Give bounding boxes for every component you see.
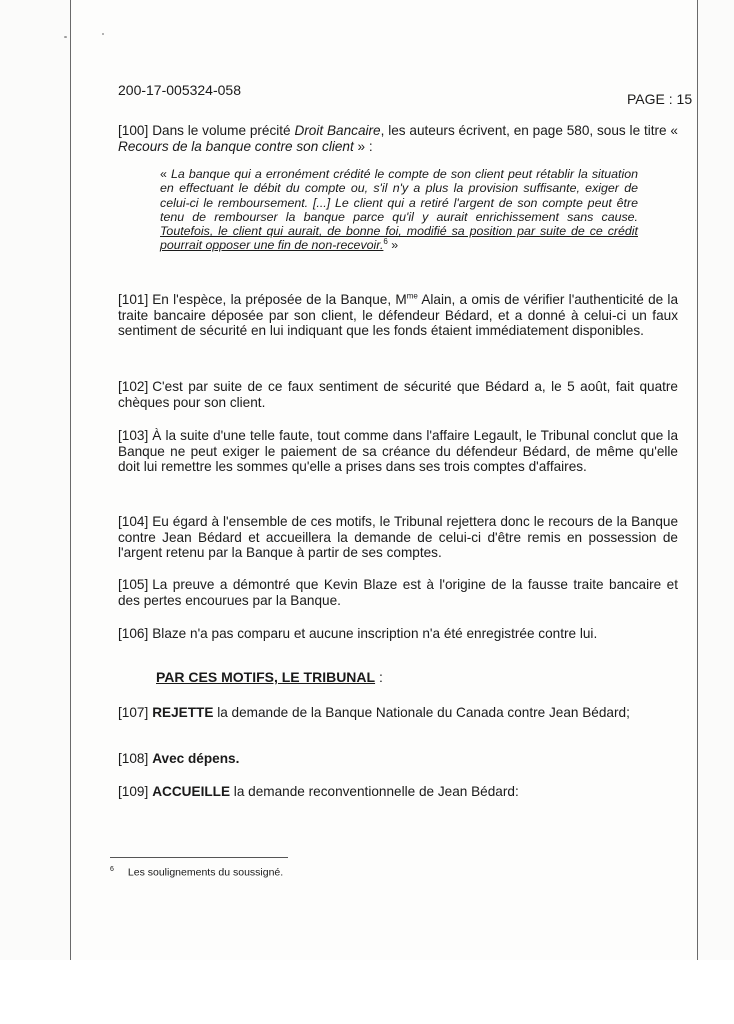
paragraph-102 [118, 379, 678, 410]
paragraph-text: En l'espèce, la préposée de la Banque, M [152, 292, 407, 307]
quote-text: La banque qui a erronément crédité le compte de son client peut rétablir la situation en effectuant le débit du compte ou, s'il n'y a plus la provision suffisante, exiger de celui-ci le remboursement. [...] Le client qui a retiré l'argent de son compte peut être tenu de rembourser la banque parce qu'il y aurait enrichissement sans cause. [160, 167, 638, 224]
quote-open: « [160, 167, 171, 181]
paragraph-text: » : [353, 138, 373, 154]
ruling-keyword: ACCUEILLE [152, 784, 231, 799]
paragraph-number: [101] [118, 292, 149, 307]
paragraph-text: la demande de la Banque Nationale du Canada contre Jean Bédard; [213, 705, 630, 720]
footnote-mark: 6 [110, 866, 114, 873]
document-number: 200-17-005324-058 [118, 82, 241, 98]
paragraph-number: [108] [118, 751, 149, 766]
paragraph-text: C'est par suite de ce faux sentiment de sécurité que Bédard a, le 5 août, fait quatre chèques pour son client. [118, 379, 678, 410]
footnote [110, 866, 283, 879]
section-title: Recours de la banque contre son client [118, 138, 354, 154]
section-heading [156, 669, 383, 685]
footnote-reference: 6 [383, 237, 388, 247]
paragraph-number: [104] [118, 514, 149, 529]
page-number: PAGE : 15 [627, 91, 693, 107]
book-title: Droit Bancaire [294, 123, 381, 138]
paragraph-109 [118, 784, 678, 800]
footnote-text: Les soulignements du soussigné. [127, 866, 284, 879]
paragraph-number: [102] [118, 379, 149, 394]
paragraph-number: [109] [118, 784, 149, 799]
paragraph-103 [118, 428, 678, 475]
footnote-divider [110, 857, 288, 858]
paragraph-number: [105] [118, 577, 149, 592]
ruling-keyword: Avec dépens. [152, 751, 240, 766]
paragraph-number: [100] [118, 123, 149, 138]
paragraph-number: [106] [118, 626, 149, 641]
heading-colon: : [375, 669, 383, 685]
paragraph-108 [118, 751, 678, 767]
ruling-keyword: REJETTE [152, 705, 214, 720]
block-quote [160, 167, 638, 253]
paragraph-text: À la suite d'une telle faute, tout comme dans l'affaire Legault, le Tribunal conclut que la Banque ne peut exiger le paiement de sa créance du défendeur Bédard, de même qu'elle doit lui remettre les sommes qu'elle a prises dans ses trois comptes d'affaires. [118, 428, 678, 474]
paragraph-text: , les auteurs écrivent, en page 580, sous le titre « [380, 123, 678, 138]
paragraph-106 [118, 626, 678, 642]
paragraph-number: [107] [118, 705, 149, 720]
paragraph-text: La preuve a démontré que Kevin Blaze est à l'origine de la fausse traite bancaire et des pertes encourues par la Banque. [118, 577, 678, 608]
scan-speck [64, 36, 67, 38]
paragraph-text: Dans le volume précité [152, 123, 295, 138]
paragraph-105 [118, 577, 678, 608]
paragraph-text: Eu égard à l'ensemble de ces motifs, le Tribunal rejettera donc le recours de la Banque contre Jean Bédard et accueillera la demande de celui-ci d'être remis en possession de l'argent retenu par la Banque à partir de ses comptes. [118, 514, 678, 560]
paragraph-104 [118, 514, 678, 561]
page-bottom-margin [0, 960, 734, 1024]
paragraph-number: [103] [118, 428, 149, 443]
heading-text: PAR CES MOTIFS, LE TRIBUNAL [156, 669, 376, 685]
paragraph-107 [118, 705, 678, 721]
paragraph-text: Alain, a omis de vérifier l'authenticité de la traite bancaire déposée par son client, le défendeur Bédard, et a donné à celui-ci un faux sentiment de sécurité en lui indiquant que les fonds étaient immédiatement disponibles. [118, 292, 679, 338]
paragraph-text: la demande reconventionnelle de Jean Bédard: [230, 784, 519, 799]
title-abbreviation: me [406, 291, 418, 301]
scan-speck [102, 33, 104, 35]
quote-underlined-text: Toutefois, le client qui aurait, de bonne foi, modifié sa position par suite de ce crédit pourrait opposer une fin de non-recevoir. [160, 224, 638, 253]
paragraph-100 [118, 123, 678, 154]
quote-close: » [387, 238, 399, 253]
paragraph-text: Blaze n'a pas comparu et aucune inscription n'a été enregistrée contre lui. [152, 626, 598, 641]
paragraph-101 [118, 292, 678, 339]
